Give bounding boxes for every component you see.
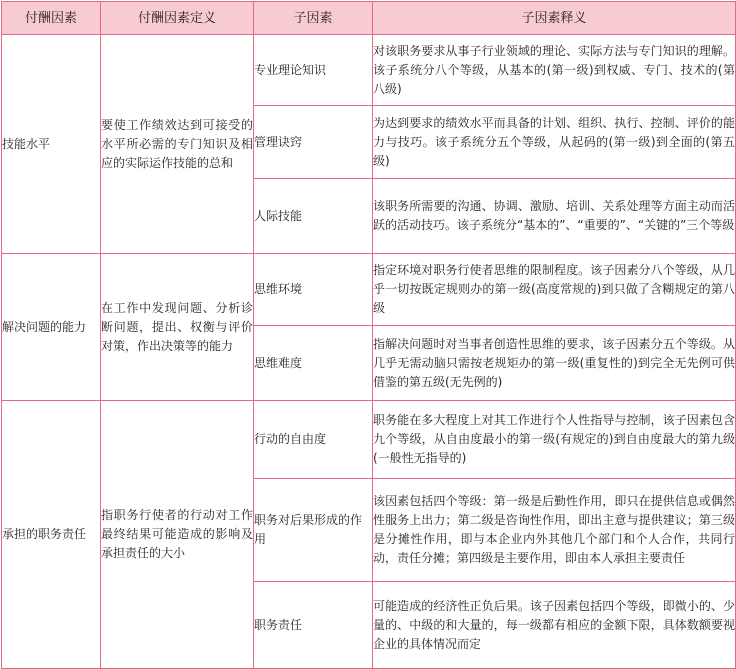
explanation-cell: 对该职务要求从事子行业领域的理论、实际方法与专门知识的理解。该子系统分八个等级，从基本的(第一级)到权威、专门、技术的(第八级) — [373, 35, 736, 106]
header-subfactor: 子因素 — [254, 2, 373, 35]
table-row — [2, 254, 736, 326]
hay-factor-table — [1, 1, 736, 669]
header-explanation: 子因素释义 — [373, 2, 736, 35]
subfactor-cell: 人际技能 — [254, 179, 373, 254]
subfactor-cell: 思维难度 — [254, 326, 373, 401]
explanation-cell: 指解决问题时对当事者创造性思维的要求，该子因素分五个等级。从几乎无需动脑只需按老规矩办的第一级(重复性的)到完全无先例可供借鉴的第五级(无先例的) — [373, 326, 736, 401]
header-factor: 付酬因素 — [2, 2, 101, 35]
factor-cell-accountability: 承担的职务责任 — [2, 401, 101, 669]
explanation-cell: 可能造成的经济性正负后果。该子因素包括四个等级，即微小的、少量的、中级的和大量的，每一级都有相应的金额下限，具体数额要视企业的具体情况而定 — [373, 582, 736, 669]
definition-cell-problem-solving: 在工作中发现问题、分析诊断问题，提出、权衡与评价对策，作出决策等的能力 — [101, 254, 254, 401]
factor-cell-skill: 技能水平 — [2, 35, 101, 254]
subfactor-cell: 管理诀窍 — [254, 106, 373, 179]
subfactor-cell: 职务责任 — [254, 582, 373, 669]
explanation-cell: 职务能在多大程度上对其工作进行个人性指导与控制，该子因素包含九个等级，从自由度最小的第一级(有规定的)到自由度最大的第九级(一般性无指导的) — [373, 401, 736, 479]
header-definition: 付酬因素定义 — [101, 2, 254, 35]
explanation-cell: 该职务所需要的沟通、协调、激励、培训、关系处理等方面主动而活跃的活动技巧。该子系统分“基本的”、“重要的”、“关键的”三个等级 — [373, 179, 736, 254]
explanation-cell: 指定环境对职务行使者思维的限制程度。该子因素分八个等级，从几乎一切按既定规则办的第一级(高度常规的)到只做了含糊规定的第八级 — [373, 254, 736, 326]
definition-cell-skill: 要使工作绩效达到可接受的水平所必需的专门知识及相应的实际运作技能的总和 — [101, 35, 254, 254]
definition-cell-accountability: 指职务行使者的行动对工作最终结果可能造成的影响及承担责任的大小 — [101, 401, 254, 669]
table-row — [2, 401, 736, 479]
subfactor-cell: 职务对后果形成的作用 — [254, 479, 373, 582]
subfactor-cell: 专业理论知识 — [254, 35, 373, 106]
subfactor-cell: 行动的自由度 — [254, 401, 373, 479]
header-row — [2, 2, 736, 35]
factor-cell-problem-solving: 解决问题的能力 — [2, 254, 101, 401]
explanation-cell: 该因素包括四个等级：第一级是后勤性作用，即只在提供信息或偶然性服务上出力；第二级是咨询性作用，即出主意与提供建议；第三级是分摊性作用，即与本企业内外其他几个部门和个人合作，共同行动，责任分摊；第四级是主要作用，即由本人承担主要责任 — [373, 479, 736, 582]
explanation-cell: 为达到要求的绩效水平而具备的计划、组织、执行、控制、评价的能力与技巧。该子系统分五个等级，从起码的(第一级)到全面的(第五级) — [373, 106, 736, 179]
subfactor-cell: 思维环境 — [254, 254, 373, 326]
table-row — [2, 35, 736, 106]
